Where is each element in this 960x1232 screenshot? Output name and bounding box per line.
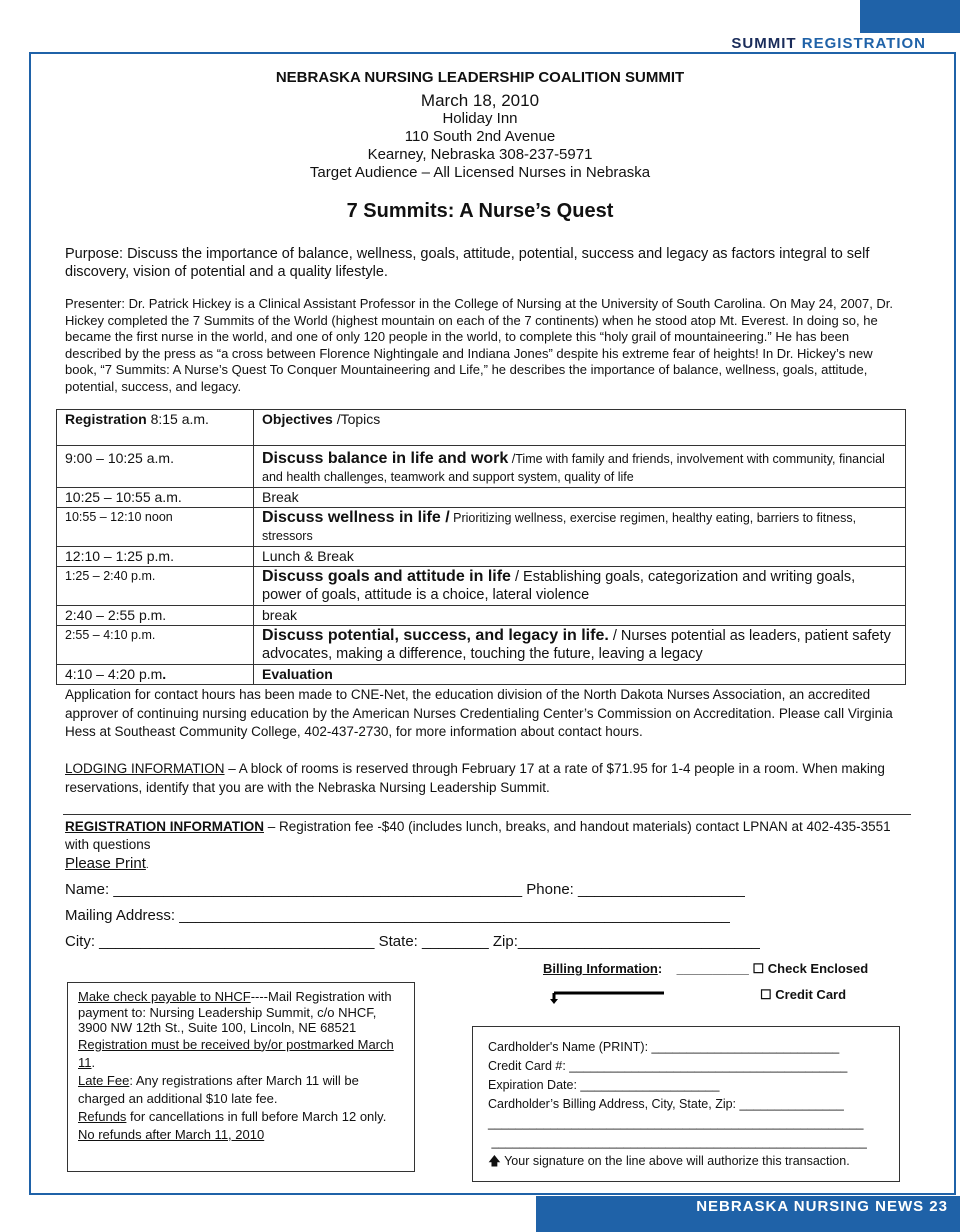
- venue: Holiday Inn: [442, 110, 518, 127]
- billing-address-line[interactable]: ______________________________________________________: [488, 1116, 864, 1130]
- target-audience: Target Audience – All Licensed Nurses in Nebraska: [309, 164, 651, 181]
- schedule-table: [56, 409, 906, 685]
- no-refunds-text: No refunds after March 11, 2010: [78, 1126, 265, 1142]
- table-row: [57, 488, 906, 508]
- table-row: [57, 567, 906, 606]
- section-title: [731, 35, 926, 52]
- topic-cell: Discuss potential, success, and legacy in life. / Nurses potential as leaders, patient safety advocates, making a difference, touching the future, leaving a legacy: [254, 626, 906, 665]
- section-title-word2: REGISTRATION: [801, 35, 926, 52]
- mail-registration-box: Make check payable to NHCF----Mail Registration with payment to: Nursing Leadership Summit, c/o NHCF, 3900 NW 12th St., Suite 100, Lincoln, NE 68521 Registration must be received by/or postmarked March 11. Late Fee: Any registrations after March 11 will be charged an additional $10 late fee. Refunds for cancellations in full before March 12 only. No refunds after March 11, 2010: [67, 982, 415, 1172]
- topic-cell: Break: [254, 488, 906, 508]
- topic-cell: Discuss wellness in life / Prioritizing wellness, exercise regimen, healthy eating, barriers to fitness, stressors: [254, 508, 906, 547]
- billing-label: Billing Information: [543, 961, 658, 976]
- contact-hours-text: Application for contact hours has been made to CNE-Net, the education division of the North Dakota Nurses Association, an accredited approver of continuing nursing education by the American Nurses Credentialing Center’s Commission on Accreditation. Please call Virginia Hess at Southeast Community College, 402-437-2730, for more information about contact hours.: [65, 687, 893, 739]
- event-title: NEBRASKA NURSING LEADERSHIP COALITION SUMMIT: [275, 69, 685, 86]
- expiration-date-field[interactable]: Expiration Date: ____________________: [488, 1078, 720, 1092]
- presenter-bio: Presenter: Dr. Patrick Hickey is a Clinical Assistant Professor in the College of Nursing at the University of South Carolina. On May 24, 2007, Dr. Hickey completed the 7 Summits of the World (highest mountain on each of the 7 continents) when he stood atop Mt. Everest. In doing so, he became the first nurse in the world, and one of only 120 people in the world, to complete this “holy grail of mountaineering.” He has been described by the press as “a cross between Florence Nightingale and Indiana Jones” despite his extreme fear of heights! In Dr. Hickey’s new book, “7 Summits: A Nurse’s Quest To Conquer Mountaineering and Life,” he describes the importance of balance, wellness, goals, attitude, potential, success, and legacy.: [65, 296, 894, 394]
- header-cell-time: Registration 8:15 a.m.: [57, 410, 254, 446]
- late-fee-label: Late Fee: [78, 1072, 130, 1088]
- table-row: [57, 665, 906, 685]
- payable-label: Make check payable to NHCF: [78, 989, 251, 1004]
- deadline-text: Registration must be received by/or postmarked March 11: [78, 1036, 394, 1070]
- address: 110 South 2nd Avenue: [404, 128, 556, 145]
- section-title-word1: SUMMIT: [731, 35, 797, 52]
- registration-info: REGISTRATION INFORMATION – Registration fee -$40 (includes lunch, breaks, and handout materials) contact LPNAN at 402-435-3551 with questions: [65, 819, 891, 852]
- table-header-row: [57, 410, 906, 446]
- arrow-left-down-icon: [548, 990, 666, 1004]
- event-date: March 18, 2010: [420, 91, 540, 110]
- refunds-label: Refunds: [78, 1108, 127, 1124]
- summit-title: 7 Summits: A Nurse’s Quest: [346, 200, 614, 222]
- please-print: Please Print.: [65, 855, 149, 872]
- credit-card-option[interactable]: ☐ Credit Card: [760, 987, 847, 1002]
- time-cell: 12:10 – 1:25 p.m.: [57, 547, 254, 567]
- table-row: [57, 626, 906, 665]
- lodging-info: LODGING INFORMATION – A block of rooms is reserved through February 17 at a rate of $71.95 for 1-4 people in a room. When making reservations, identify that you are with the Nebraska Nursing Leadership Summit.: [65, 761, 885, 795]
- billing-information[interactable]: [543, 961, 868, 977]
- name-phone-field[interactable]: Name: _________________________________________________ Phone: ____________________: [65, 881, 745, 898]
- topic-cell: Evaluation: [254, 665, 906, 685]
- time-cell: 4:10 – 4:20 p.m.: [57, 665, 254, 685]
- table-row: [57, 547, 906, 567]
- check-enclosed-option[interactable]: : __________ ☐ Check Enclosed: [657, 961, 869, 976]
- signature-note: 🡅 Your signature on the line above will authorize this transaction.: [488, 1154, 850, 1168]
- table-row: [57, 606, 906, 626]
- time-cell: 10:55 – 12:10 noon: [57, 508, 254, 547]
- time-cell: 2:40 – 2:55 p.m.: [57, 606, 254, 626]
- city-phone: Kearney, Nebraska 308-237-5971: [367, 146, 593, 163]
- header-tab: [860, 0, 960, 33]
- time-cell: 2:55 – 4:10 p.m.: [57, 626, 254, 665]
- credit-card-box: [472, 1026, 900, 1182]
- registration-label: REGISTRATION INFORMATION: [65, 819, 264, 834]
- city-state-zip-field[interactable]: City: _________________________________ State: ________ Zip:_____________________________: [65, 933, 760, 950]
- signature-line[interactable]: ______________________________________________________: [488, 1135, 867, 1149]
- time-cell: 9:00 – 10:25 a.m.: [57, 446, 254, 488]
- footer-text: NEBRASKA NURSING NEWS 23: [696, 1198, 948, 1215]
- billing-address-field[interactable]: Cardholder’s Billing Address, City, State, Zip: _______________: [488, 1097, 844, 1111]
- header-cell-topic: Objectives /Topics: [254, 410, 906, 446]
- topic-cell: Lunch & Break: [254, 547, 906, 567]
- lodging-label: LODGING INFORMATION: [65, 761, 225, 776]
- topic-cell: Discuss balance in life and work /Time with family and friends, involvement with community, financial and health challenges, teamwork and support system, quality of life: [254, 446, 906, 488]
- purpose-text: Purpose: Discuss the importance of balance, wellness, goals, attitude, potential, success and legacy as factors integral to self discovery, vision of potential and a quality lifestyle.: [65, 246, 870, 280]
- topic-cell: Discuss goals and attitude in life / Establishing goals, categorization and writing goals, power of goals, attitude is a choice, lateral violence: [254, 567, 906, 606]
- topic-cell: break: [254, 606, 906, 626]
- time-cell: 1:25 – 2:40 p.m.: [57, 567, 254, 606]
- table-row: [57, 446, 906, 488]
- time-cell: 10:25 – 10:55 a.m.: [57, 488, 254, 508]
- mailing-address-field[interactable]: Mailing Address: __________________________________________________________________: [65, 907, 730, 924]
- credit-card-number-field[interactable]: Credit Card #: ________________________________________: [488, 1059, 848, 1073]
- cardholder-name-field[interactable]: Cardholder's Name (PRINT): ___________________________: [488, 1040, 840, 1054]
- table-row: [57, 508, 906, 547]
- divider: [63, 814, 911, 815]
